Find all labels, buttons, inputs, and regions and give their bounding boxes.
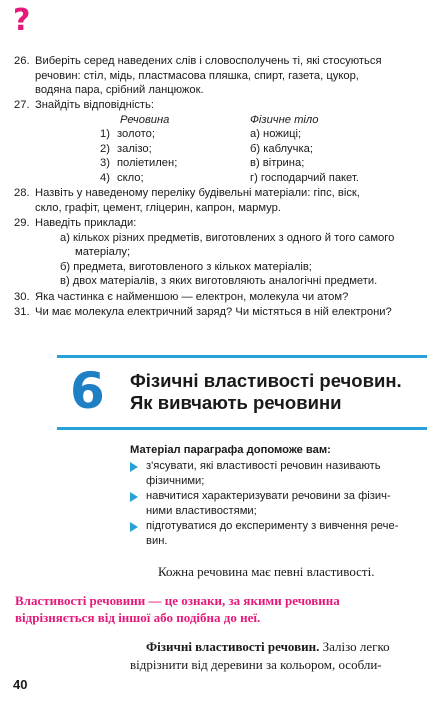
section-title-line1: Фізичні властивості речовин. (130, 370, 402, 391)
question-text: речовин: стіл, мідь, пластмасова пляшка, спирт, газета, цукор, (35, 69, 359, 82)
body-paragraph-line2: відрізнити від деревини за кольором, особли- (130, 657, 382, 672)
material-title: Матеріал параграфа допоможе вам: (130, 444, 331, 456)
page-number: 40 (13, 677, 28, 692)
list-item: матеріалу; (75, 246, 131, 259)
question-text: скло, графіт, цемент, гліцерин, капрон, мармур. (35, 201, 281, 214)
question-text: Знайдіть відповідність: (35, 99, 154, 111)
definition-line1: Властивості речовини — це ознаки, за якими речовина (15, 593, 340, 608)
question-number: 26. (14, 55, 30, 67)
question-text: Назвіть у наведеному переліку будівельні матеріали: гіпс, віск, (35, 187, 360, 199)
list-item: а) кількох різних предметів, виготовлених з одного й того самого (60, 231, 395, 244)
question-text: водяна пара, срібний ланцюжок. (35, 84, 204, 97)
material-bullet: з'ясувати, які властивості речовин називають (146, 460, 381, 472)
question-text: Чи має молекула електричний заряд? Чи містяться в ній електрони? (35, 306, 392, 318)
question-text: Наведіть приклади: (35, 217, 137, 229)
section-title-line2: Як вивчають речовини (130, 392, 342, 413)
question-number: 31. (14, 306, 30, 318)
question-number: 29. (14, 217, 30, 229)
list-item: в) двох матеріалів, з яких виготовляють аналогічні предмети. (60, 275, 378, 288)
question-number: 28. (14, 187, 30, 199)
question-number: 30. (14, 291, 30, 303)
material-bullet: навчитися характеризувати речовини за фізич- (146, 490, 391, 502)
bullet-arrow-icon (130, 522, 138, 532)
column-header-physical-body: Фізичне тіло (250, 113, 319, 126)
definition-line2: відрізняється від іншої або подібна до неї. (15, 610, 261, 625)
section-bottom-rule (57, 427, 427, 430)
material-bullet: ними властивостями; (146, 504, 257, 517)
column-header-substance: Речовина (120, 113, 170, 126)
epigraph: Кожна речовина має певні властивості. (158, 564, 375, 579)
list-item: б) предмета, виготовленого з кількох матеріалів; (60, 260, 312, 273)
question-number: 27. (14, 99, 30, 111)
question-text: Яка частинка є найменшою — електрон, молекула чи атом? (35, 291, 349, 303)
section-top-rule (57, 355, 427, 358)
bullet-arrow-icon (130, 462, 138, 472)
bullet-arrow-icon (130, 492, 138, 502)
material-bullet: вин. (146, 534, 168, 547)
material-bullet: підготуватися до експерименту з вивчення рече- (146, 520, 399, 532)
material-bullet: фізичними; (146, 474, 205, 487)
question-mark-icon: ? (13, 3, 31, 38)
body-paragraph-line1: Фізичні властивості речовин. Залізо легко (146, 639, 390, 654)
section-number: 6 (70, 362, 105, 420)
question-text: Виберіть серед наведених слів і словосполучень ті, які стосуються (35, 55, 382, 67)
body-heading: Фізичні властивості речовин. (146, 639, 320, 654)
